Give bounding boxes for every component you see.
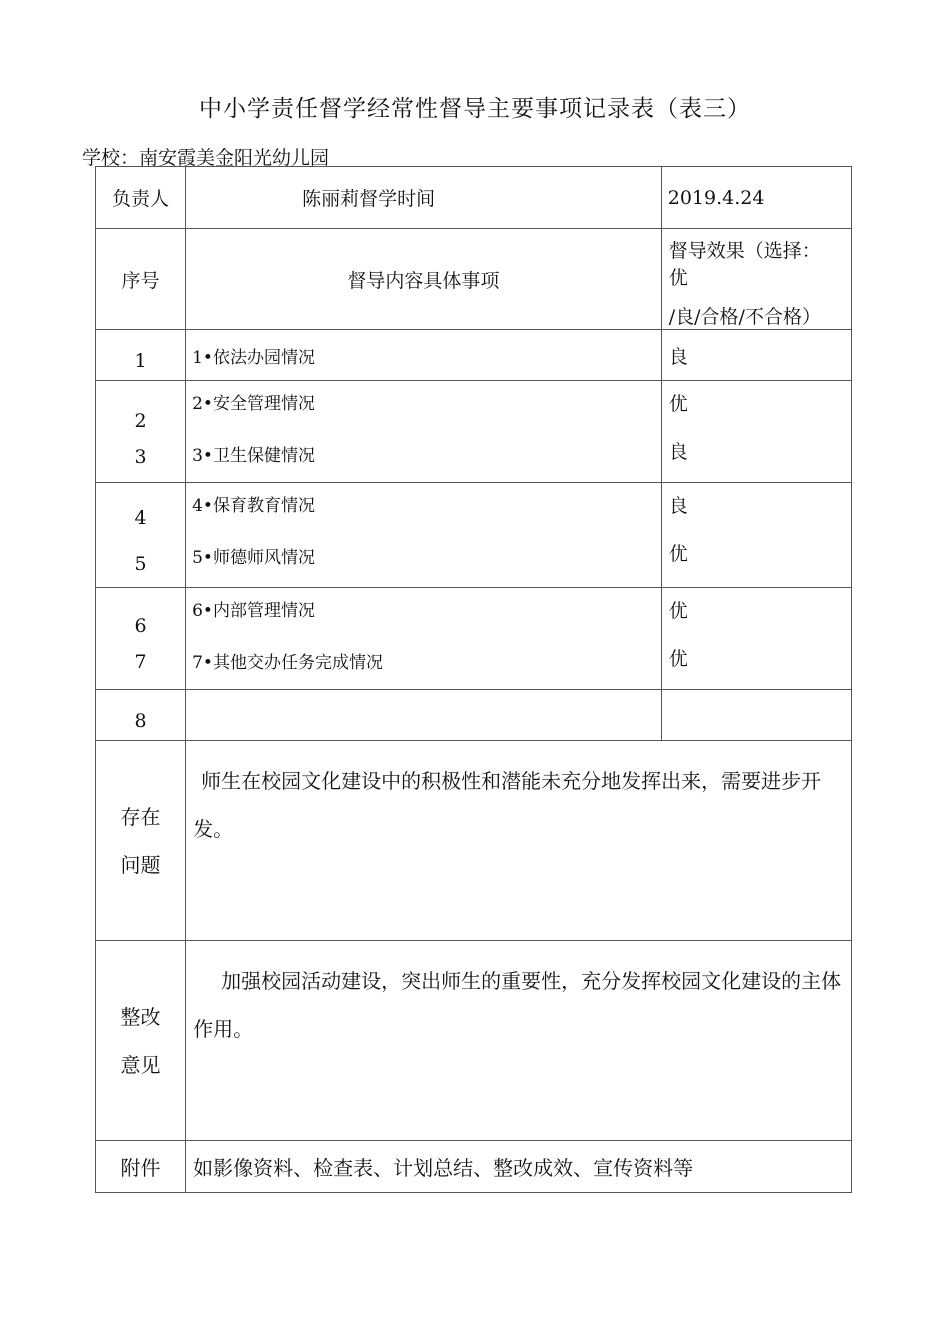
value-text: 优 xyxy=(668,648,688,670)
item-text: 6•内部管理情况 xyxy=(192,601,315,621)
seq-cell xyxy=(96,690,186,741)
value-text: 优 xyxy=(668,600,688,622)
rectification-text: 加强校园活动建设，突出师生的重要性，充分发挥校园文化建设的主体作用。 xyxy=(186,941,852,1141)
problems-text: 师生在校园文化建设中的积极性和潜能未充分地发挥出来，需要进步开发。 xyxy=(186,741,852,941)
responsible-and-time-label: 陈丽莉督学时间 xyxy=(186,167,662,229)
seq-number: 8 xyxy=(134,710,147,732)
value-cell xyxy=(661,483,851,588)
rectification-label-line1: 整改 xyxy=(120,1004,161,1029)
column-header-row xyxy=(96,229,852,330)
table-row xyxy=(96,381,852,483)
inspection-date: 2019.4.24 xyxy=(661,167,851,229)
item-text: 1•依法办园情况 xyxy=(192,348,315,368)
attachment-text: 如影像资料、检查表、计划总结、整改成效、宣传资料等 xyxy=(186,1141,852,1193)
effect-header xyxy=(661,229,851,330)
item-text: 7•其他交办任务完成情况 xyxy=(192,653,383,673)
item-cell xyxy=(186,483,662,588)
value-cell xyxy=(661,588,851,690)
value-cell xyxy=(661,330,851,381)
item-text: 2•安全管理情况 xyxy=(192,394,315,414)
table-row xyxy=(96,690,852,741)
seq-cell xyxy=(96,588,186,690)
seq-number: 3 xyxy=(134,446,147,468)
rectification-label-line2: 意见 xyxy=(120,1052,161,1077)
seq-cell xyxy=(96,381,186,483)
value-text: 良 xyxy=(668,441,688,463)
value-text: 良 xyxy=(668,346,688,368)
item-cell xyxy=(186,381,662,483)
seq-cell xyxy=(96,330,186,381)
item-cell xyxy=(186,690,662,741)
attachment-row xyxy=(96,1141,852,1193)
problems-label xyxy=(96,741,186,941)
problems-label-line1: 存在 xyxy=(120,804,161,829)
effect-header-line3: /良/合格/不合格） xyxy=(668,306,821,328)
problems-row xyxy=(96,741,852,941)
header-row xyxy=(96,167,852,229)
item-text: 4•保育教育情况 xyxy=(192,496,315,516)
value-cell xyxy=(661,690,851,741)
effect-header-line2: 优 xyxy=(668,267,688,289)
seq-cell xyxy=(96,483,186,588)
item-cell xyxy=(186,588,662,690)
table-row xyxy=(96,330,852,381)
value-cell xyxy=(661,381,851,483)
content-header: 督导内容具体事项 xyxy=(186,229,662,330)
value-text: 良 xyxy=(668,495,688,517)
table-row xyxy=(96,483,852,588)
problems-label-line2: 问题 xyxy=(120,852,161,877)
seq-number: 6 xyxy=(134,615,147,637)
table-row xyxy=(96,588,852,690)
item-text: 5•师德师风情况 xyxy=(192,548,315,568)
attachment-label: 附件 xyxy=(96,1141,186,1193)
school-line: 学校：南安霞美金阳光幼儿园 xyxy=(82,147,330,169)
seq-number: 4 xyxy=(134,507,147,529)
seq-number: 2 xyxy=(134,410,147,432)
item-cell xyxy=(186,330,662,381)
seq-number: 7 xyxy=(134,651,147,673)
value-text: 优 xyxy=(668,393,688,415)
page-title: 中小学责任督学经常性督导主要事项记录表（表三） xyxy=(199,96,751,122)
item-text: 3•卫生保健情况 xyxy=(192,446,315,466)
value-text: 优 xyxy=(668,543,688,565)
seq-number: 1 xyxy=(134,350,147,372)
rectification-label xyxy=(96,941,186,1141)
seq-number: 5 xyxy=(134,553,147,575)
responsible-label: 负责人 xyxy=(96,167,186,229)
record-table xyxy=(95,166,852,1193)
seq-header: 序号 xyxy=(96,229,186,330)
rectification-row xyxy=(96,941,852,1141)
effect-header-line1: 督导效果（选择： xyxy=(668,240,821,262)
